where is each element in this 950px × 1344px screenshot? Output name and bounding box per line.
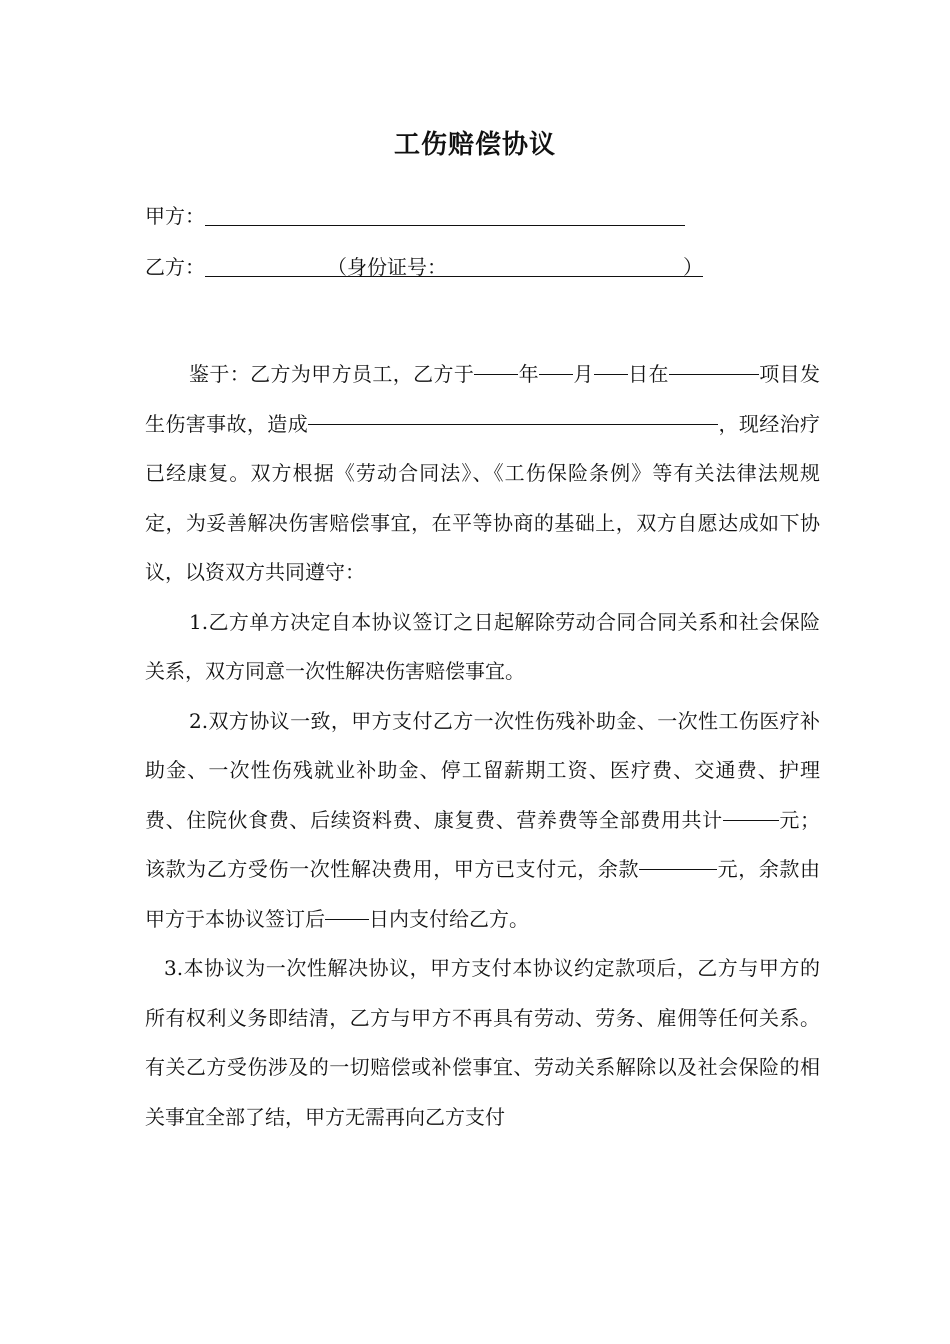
preamble-text-3: ，现经治疗已经康复。双方根据《劳动合同法》、《工伤保险条例》等有关法律法规规定，为妥善解决伤害赔偿事宜，在平等协商的基础上，双方自愿达成如下协议，以资双方共同遵守： — [145, 411, 821, 584]
year-label: 年 — [518, 362, 539, 386]
document-title: 工伤赔偿协议 — [393, 130, 556, 160]
party-a-blank[interactable] — [205, 201, 685, 226]
clause-1: 1.乙方单方决定自本协议签订之日起解除劳动合同合同关系和社会保险关系，双方同意一次性解决伤害赔偿事宜。 — [145, 609, 820, 683]
party-a-line — [145, 201, 685, 231]
party-b-name-blank[interactable] — [205, 252, 323, 277]
day-label: 日在 — [627, 362, 669, 386]
clause-3: 3.本协议为一次性解决协议，甲方支付本协议约定款项后，乙方与甲方的所有权利义务即结清，乙方与甲方不再具有劳动、劳务、雇佣等任何关系。有关乙方受伤涉及的一切赔偿或补偿事宜、劳动关系解除以及社会保险的相关事宜全部了结，甲方无需再向乙方支付 — [145, 956, 820, 1129]
clause-2 — [145, 697, 820, 945]
party-b-label: 乙方： — [145, 255, 205, 279]
month-blank[interactable] — [539, 350, 573, 375]
preamble-text-1: 鉴于：乙方为甲方员工，乙方于 — [189, 362, 475, 386]
party-b-id-close: ） — [683, 255, 703, 279]
clause-2-text-2: 元；该款为乙方受伤一次性解决费用，甲方已支付元，余款 — [145, 807, 821, 881]
party-a-label: 甲方： — [145, 204, 205, 228]
day-blank[interactable] — [594, 350, 628, 375]
total-amount-blank[interactable] — [723, 796, 779, 821]
balance-amount-blank[interactable] — [639, 845, 717, 870]
clause-2-text-4: 日内支付给乙方。 — [369, 906, 529, 931]
party-b-line — [145, 252, 703, 282]
agreement-body — [145, 350, 820, 1142]
payment-days-blank[interactable] — [325, 895, 369, 920]
preamble-paragraph — [145, 350, 820, 598]
injury-result-blank[interactable] — [308, 400, 718, 425]
clause-2-text-3: 元，余款由甲方于本协议签订后 — [145, 857, 821, 931]
month-label: 月 — [573, 362, 594, 386]
year-blank[interactable] — [474, 350, 518, 375]
party-b-id-open: （身份证号： — [327, 255, 447, 279]
preamble-text-2: 项目发生伤害事故，造成 — [145, 362, 820, 436]
clause-2-text-1: 2.双方协议一致，甲方支付乙方一次性伤残补助金、一次性工伤医疗补助金、一次性伤残就业补助金、停工留薪期工资、医疗费、交通费、护理费、住院伙食费、后续资料费、康复费、营养费等全部费用共计 — [145, 708, 820, 832]
party-b-id-group — [323, 252, 703, 277]
project-blank[interactable] — [669, 350, 759, 375]
